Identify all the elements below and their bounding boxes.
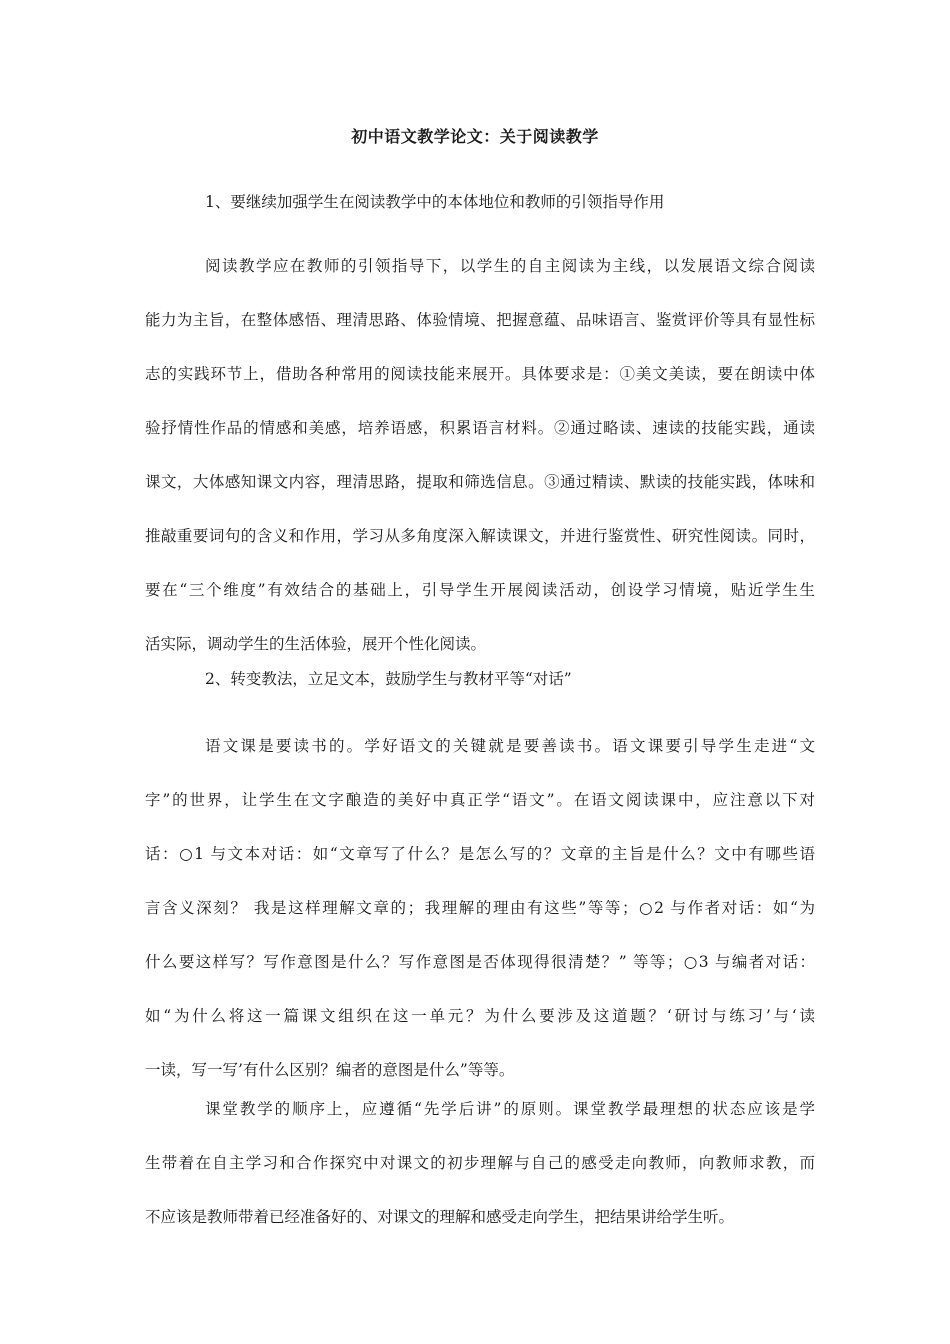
paragraph-3 <box>145 1097 815 1259</box>
paragraph-line: 推敲重要词句的含义和作用，学习从多角度深入解读课文，并进行鉴赏性、研究性阅读。同时， <box>145 527 815 545</box>
paragraph-line: 一读，写一写’有什么区别？编者的意图是什么”等等。 <box>145 1061 515 1079</box>
paragraph-line: 什么要这样写？写作意图是什么？写作意图是否体现得很清楚？” 等等；○3 与编者对话： <box>145 953 815 971</box>
paragraph-line: 验抒情性作品的情感和美感，培养语感，积累语言材料。②通过略读、速读的技能实践，通读 <box>145 419 815 437</box>
paragraph-line: 要在“三个维度”有效结合的基础上，引导学生开展阅读活动，创设学习情境，贴近学生生 <box>145 581 815 599</box>
document-title: 初中语文教学论文：关于阅读教学 <box>351 127 599 146</box>
paragraph-line: 活实际，调动学生的生活体验，展开个性化阅读。 <box>145 635 487 653</box>
paragraph-line: 语文课是要读书的。学好语文的关键就是要善读书。语文课要引导学生走进“文 <box>205 737 815 755</box>
paragraph-line: 不应该是教师带着已经准备好的、对课文的理解和感受走向学生，把结果讲给学生听。 <box>145 1208 735 1226</box>
paragraph-line: 志的实践环节上，借助各种常用的阅读技能来展开。具体要求是：①美文美读，要在朗读中体 <box>145 365 815 383</box>
section-heading-2: 2、转变教法，立足文本，鼓励学生与教材平等“对话” <box>205 670 572 688</box>
paragraph-line: 字”的世界，让学生在文字酿造的美好中真正学“语文”。在语文阅读课中，应注意以下对 <box>145 791 815 809</box>
paragraph-line: 如“为什么将这一篇课文组织在这一单元？为什么要涉及这道题？‘研讨与练习’与‘读 <box>145 1007 815 1025</box>
paragraph-line: 课文，大体感知课文内容，理清思路，提取和筛选信息。③通过精读、默读的技能实践，体味和 <box>145 473 815 491</box>
paragraph-line: 能力为主旨，在整体感悟、理清思路、体验情境、把握意蕴、品味语言、鉴赏评价等具有显性标 <box>145 311 815 329</box>
paragraph-line: 生带着在自主学习和合作探究中对课文的初步理解与自己的感受走向教师，向教师求教，而 <box>145 1154 815 1172</box>
paragraph-1 <box>145 254 815 686</box>
paragraph-2 <box>145 734 815 1112</box>
paragraph-line: 课堂教学的顺序上，应遵循“先学后讲”的原则。课堂教学最理想的状态应该是学 <box>205 1100 815 1118</box>
paragraph-line: 言含义深刻？ 我是这样理解文章的；我理解的理由有这些”等等；○2 与作者对话：如“为 <box>145 899 815 917</box>
paragraph-line: 阅读教学应在教师的引领指导下，以学生的自主阅读为主线，以发展语文综合阅读 <box>205 257 815 275</box>
paragraph-line: 话：○1 与文本对话：如“文章写了什么？是怎么写的？文章的主旨是什么？文中有哪些语 <box>145 845 815 863</box>
section-heading-1: 1、要继续加强学生在阅读教学中的本体地位和教师的引领指导作用 <box>205 193 665 211</box>
